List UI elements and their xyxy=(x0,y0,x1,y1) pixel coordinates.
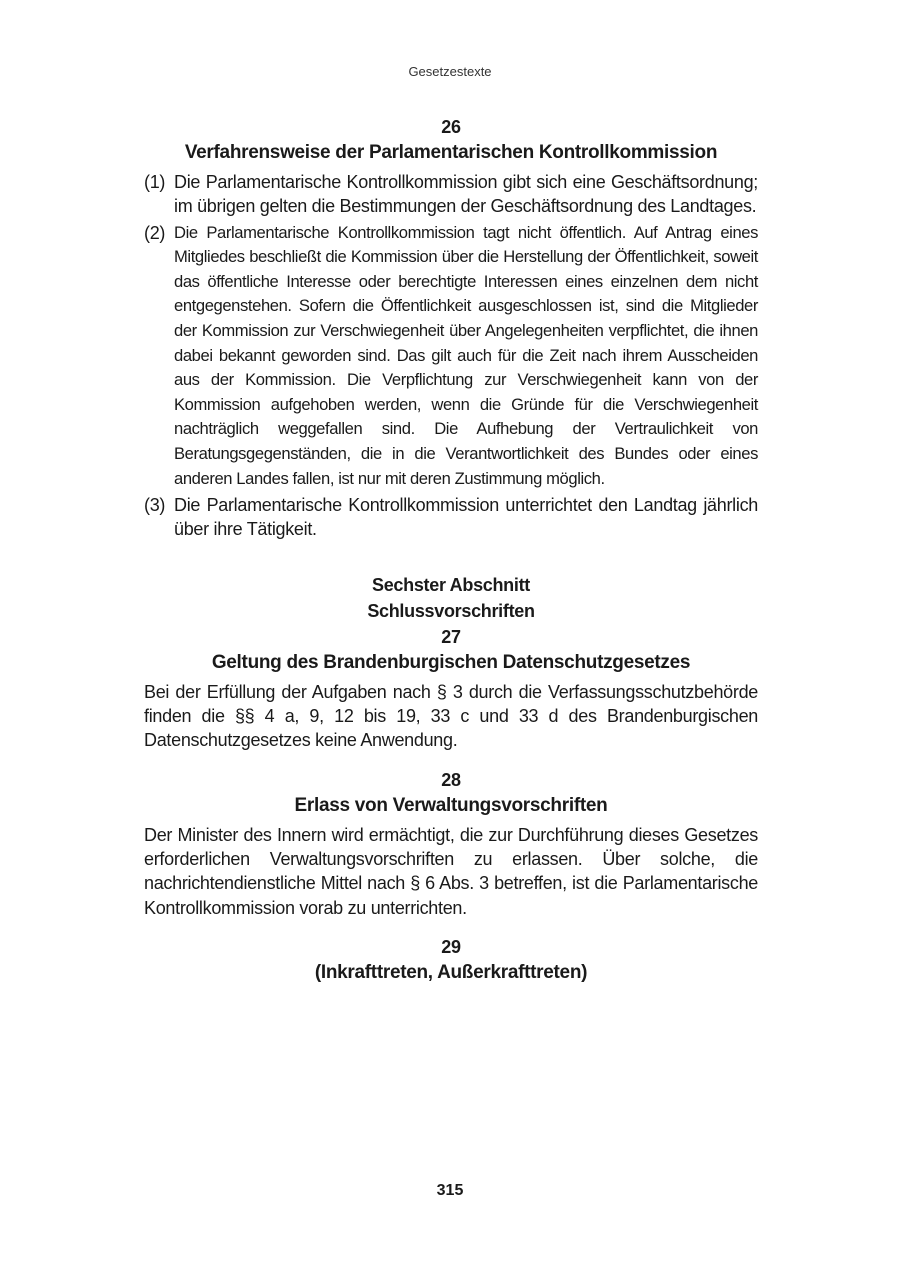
section-29-title: (Inkrafttreten, Außerkrafttreten) xyxy=(314,961,588,983)
paragraph-number: (3) xyxy=(144,495,166,516)
section-27-text: Bei der Erfüllung der Aufgaben nach § 3 durch die Verfassungsschutzbehörde finden die §§ 4 a, 9, 12 bis 19, 33 c und 33 d des Brandenburgischen Datenschutzgesetzes keine Anwendung. xyxy=(144,681,758,751)
chapter-title: Schlussvorschriften xyxy=(367,600,535,621)
section-28-title: Erlass von Verwaltungsvorschriften xyxy=(294,794,608,816)
section-28-number: 28 xyxy=(441,769,461,790)
section-27-title: Geltung des Brandenburgischen Datenschutzgesetzes xyxy=(211,651,691,673)
section-26-title: Verfahrensweise der Parlamentarischen Kontrollkommission xyxy=(184,142,718,163)
section-26-paragraph-1 xyxy=(144,170,758,219)
page-content xyxy=(144,114,758,990)
paragraph-text: Die Parlamentarische Kontrollkommission tagt nicht öffentlich. Auf Antrag eines Mitgliedes beschließt die Kommission über die Herstellung der Öffentlichkeit, soweit das öffentliche Interesse oder berechtigte Interessen eines einzelnen dem nicht entgegenstehen. Sofern die Öffentlichkeit ausgeschlossen ist, sind die Mitglieder der Kommission zur Verschwiegenheit über Angelegenheiten verpflichtet, die ihnen dabei bekannt geworden sind. Das gilt auch für die Zeit nach ihrem Ausscheiden aus der Kommission. Die Verpflichtung zur Verschwiegenheit kann von der Kommission aufgehoben werden, wenn die Gründe für die Verschwiegenheit nachträglich weggefallen sind. Die Aufhebung der Vertraulichkeit von Beratungsgegenständen, die in die Verantwortlichkeit des Bundes oder eines anderen Landes fallen, ist nur mit deren Zustimmung möglich. xyxy=(174,222,758,488)
paragraph-number: (2) xyxy=(144,222,166,243)
section-27-number: 27 xyxy=(441,626,461,647)
running-head: Gesetzestexte xyxy=(408,64,492,79)
paragraph-number: (1) xyxy=(144,172,166,192)
paragraph-text: Die Parlamentarische Kontrollkommission unterrichtet den Landtag jährlich über ihre Tätigkeit. xyxy=(174,495,758,540)
page-number: 315 xyxy=(436,1182,464,1199)
chapter-heading: Sechster Abschnitt xyxy=(372,574,530,595)
section-26-number: 26 xyxy=(441,117,461,137)
section-26-paragraph-2 xyxy=(144,221,758,492)
section-29-number: 29 xyxy=(441,936,461,957)
section-28-text: Der Minister des Innern wird ermächtigt, die zur Durchführung dieses Gesetzes erforderlichen Verwaltungsvorschriften zu erlassen. Über solche, die nachrichtendienstliche Mittel nach § 6 Abs. 3 betreffen, ist die Parlamentarische Kontrollkommission vorab zu unterrichten. xyxy=(144,824,758,918)
paragraph-text: Die Parlamentarische Kontrollkommission gibt sich eine Geschäftsordnung; im übrigen gelten die Bestimmungen der Geschäftsordnung des Landtages. xyxy=(174,172,758,217)
section-26-paragraph-3 xyxy=(144,493,758,542)
